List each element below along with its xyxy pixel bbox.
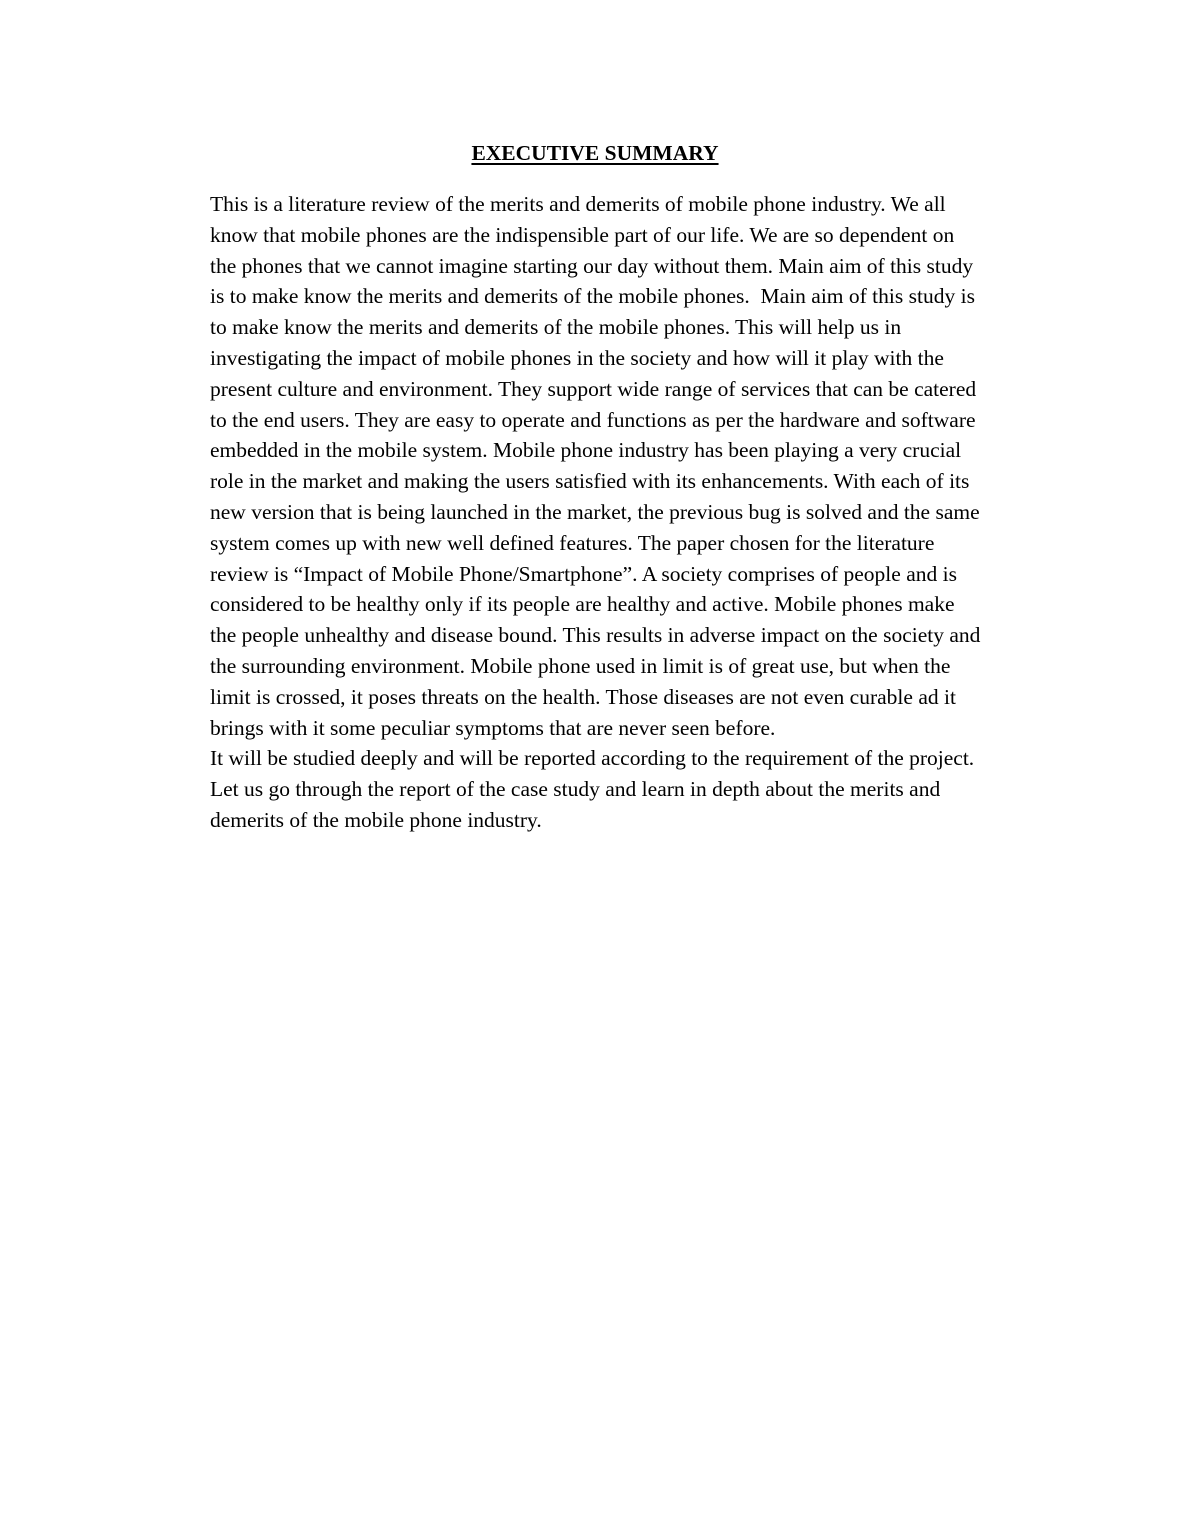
summary-body — [210, 189, 1060, 836]
text-line: the surrounding environment. Mobile phone used in limit is of great use, but when the — [210, 653, 951, 678]
text-line: investigating the impact of mobile phones in the society and how will it play with the — [210, 345, 944, 370]
text-line: embedded in the mobile system. Mobile phone industry has been playing a very crucial — [210, 438, 962, 463]
page-title: EXECUTIVE SUMMARY — [471, 141, 719, 165]
text-line: system comes up with new well defined features. The paper chosen for the literature — [210, 530, 935, 555]
text-line: is to make know the merits and demerits of the mobile phones. Main aim of this study is — [210, 284, 975, 309]
text-line: It will be studied deeply and will be reported according to the requirement of the project. — [210, 746, 975, 771]
text-line: demerits of the mobile phone industry. — [210, 807, 542, 832]
text-line: role in the market and making the users satisfied with its enhancements. With each of its — [210, 469, 970, 494]
text-line: This is a literature review of the merits and demerits of mobile phone industry. We all — [210, 192, 946, 216]
text-line: brings with it some peculiar symptoms that are never seen before. — [210, 715, 776, 740]
text-line: to make know the merits and demerits of the mobile phones. This will help us in — [210, 315, 902, 340]
text-line: review is “Impact of Mobile Phone/Smartphone”. A society comprises of people and is — [210, 561, 957, 586]
text-line: the people unhealthy and disease bound. This results in adverse impact on the society and — [210, 623, 981, 648]
text-line: know that mobile phones are the indispensible part of our life. We are so dependent on — [210, 222, 955, 247]
text-line: considered to be healthy only if its people are healthy and active. Mobile phones make — [210, 592, 955, 617]
text-line: new version that is being launched in the market, the previous bug is solved and the same — [210, 499, 980, 524]
paragraph-1 — [210, 189, 1060, 743]
text-line: the phones that we cannot imagine starting our day without them. Main aim of this study — [210, 253, 974, 278]
text-line: limit is crossed, it poses threats on the health. Those diseases are not even curable ad it — [210, 684, 956, 709]
text-line: Let us go through the report of the case study and learn in depth about the merits and — [210, 777, 941, 802]
text-line: to the end users. They are easy to operate and functions as per the hardware and software — [210, 407, 976, 432]
text-line: present culture and environment. They support wide range of services that can be catered — [210, 376, 977, 401]
paragraph-2 — [210, 743, 1060, 835]
